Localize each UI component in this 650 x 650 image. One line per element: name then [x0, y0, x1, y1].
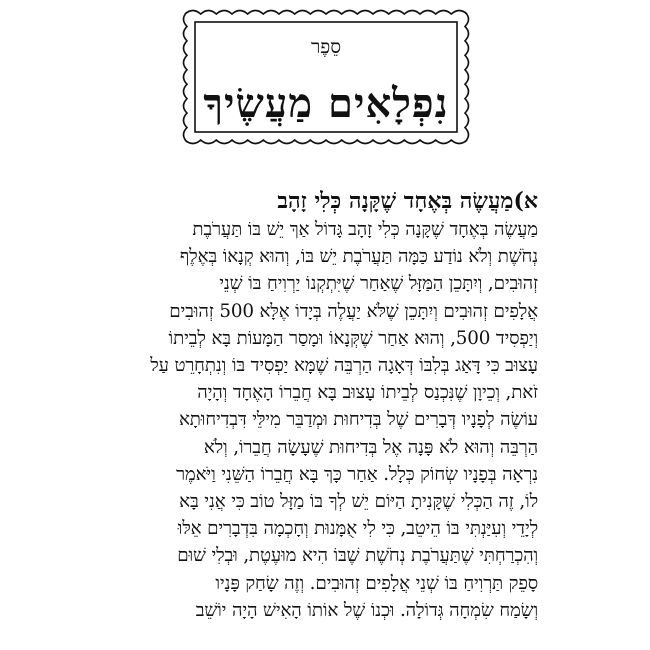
text-line: אֲלָפִים זְהוּבִים וְיִתָּכֵן שֶׁלֹּא יַעֲלֶה בְּיָדוֹ אֶלָּא 500 זְהוּבִים: [169, 300, 538, 322]
text-line: עָצוּב כִּי דָּאַג בְּלִבּוֹ דְּאָגָה הַרְבֵּה שֶׁמָּא יַפְסִיד בּוֹ וְנִתְחָרֵט עַל: [150, 355, 538, 377]
text-line: זְהוּבִים, וְיִתָּכֵן הַמַּזָּל שֶׁאַחַר שֶׁיִּתְקְנוֹ יַרְוִיחַ בּוֹ שְׁנֵי: [219, 273, 538, 295]
text-line: הַרְבֵּה וְהוּא לֹא פָּנָה אֶל בְּדִיחוּת שֶׁעָשָׂה חֲבֵרוֹ, וְלֹא: [203, 436, 538, 458]
story-paragraph: [93, 216, 538, 624]
text-line: נִרְאָה בְּפָנָיו שְׂחוֹק כְּלָל. אַחַר כָּךְ בָּא חֲבֵרוֹ הַשֵּׁנִי וַיֹּאמֶר: [176, 463, 538, 485]
text-line: נְחֹשֶׁת וְלֹא נוֹדַע כַּמָּה תַּעֲרֹבֶת יֵשׁ בּוֹ, וְהוּא קְנָאוֹ בְּאֶלֶף: [179, 246, 538, 268]
text-line: וְיַפְסִיד 500, וְהוּא אַחַר שֶׁקְּנָאוֹ וּמָסַר הַמָּעוֹת בָּא לְבֵיתוֹ: [168, 327, 538, 349]
text-line: וְהִכְרַחְתִּי שֶׁתַּעֲרֹבֶת נְחֹשֶׁת שֶׁבּוֹ הִיא מוּעֶטֶת, וּבְלִי שׁוּם: [177, 545, 538, 567]
text-line: זֹאת, וְכֵיוָן שֶׁנִּכְנַס לְבֵיתוֹ עָצוּב בָּא חֲבֵרוֹ הָאֶחָד וְהָיָה: [197, 382, 538, 404]
text-line: לְיָדֵי וְעִיַּנְתִּי בּוֹ הֵיטֵב, כִּי לִי אֻמָּנוּת וְחָכְמָה בִּדְבָרִים אֵלּוּ: [177, 518, 538, 540]
story-heading: א)מַעֲשֶׂה בְּאֶחָד שֶׁקָּנָה כְּלִי זָהָב: [277, 188, 538, 214]
story-text: [93, 186, 538, 624]
book-label: סֵפֶר: [310, 36, 342, 58]
text-line: וְשָׂמַח שִׂמְחָה גְּדוֹלָה. וּכְנוֹ שֶׁל אוֹתוֹ הָאִישׁ הָיָה יוֹשֵׁב: [195, 599, 538, 621]
text-line: לוֹ, זֶה הַכְּלִי שֶׁקָּנִיתָ הַיּוֹם יֵשׁ לְךָ בּוֹ מַזָּל טוֹב כִּי אֲנִי בָּא: [179, 491, 538, 513]
title-frame: [181, 8, 471, 146]
book-title: נִפְלָאִים מַעֲשֶׂיךָ: [203, 80, 449, 127]
text-line: עוֹשֶׂה לְפָנָיו דְּבָרִים שֶׁל בְּדִיחוּת וּמְדַבֵּר מִילֵּי דִּבְדִיחוּתָא: [178, 409, 538, 431]
text-line: סָפֵק תַּרְוִיחַ בּוֹ שְׁנֵי אֲלָפִים זְהוּבִים. וְזֶה שָׂחַק פָּנָיו: [215, 572, 538, 594]
text-line: מַעֲשֶׂה בְּאֶחָד שֶׁקָּנָה כְּלִי זָהָב גָּדוֹל אַךְ יֵשׁ בּוֹ תַּעֲרֹבֶת: [192, 219, 538, 240]
